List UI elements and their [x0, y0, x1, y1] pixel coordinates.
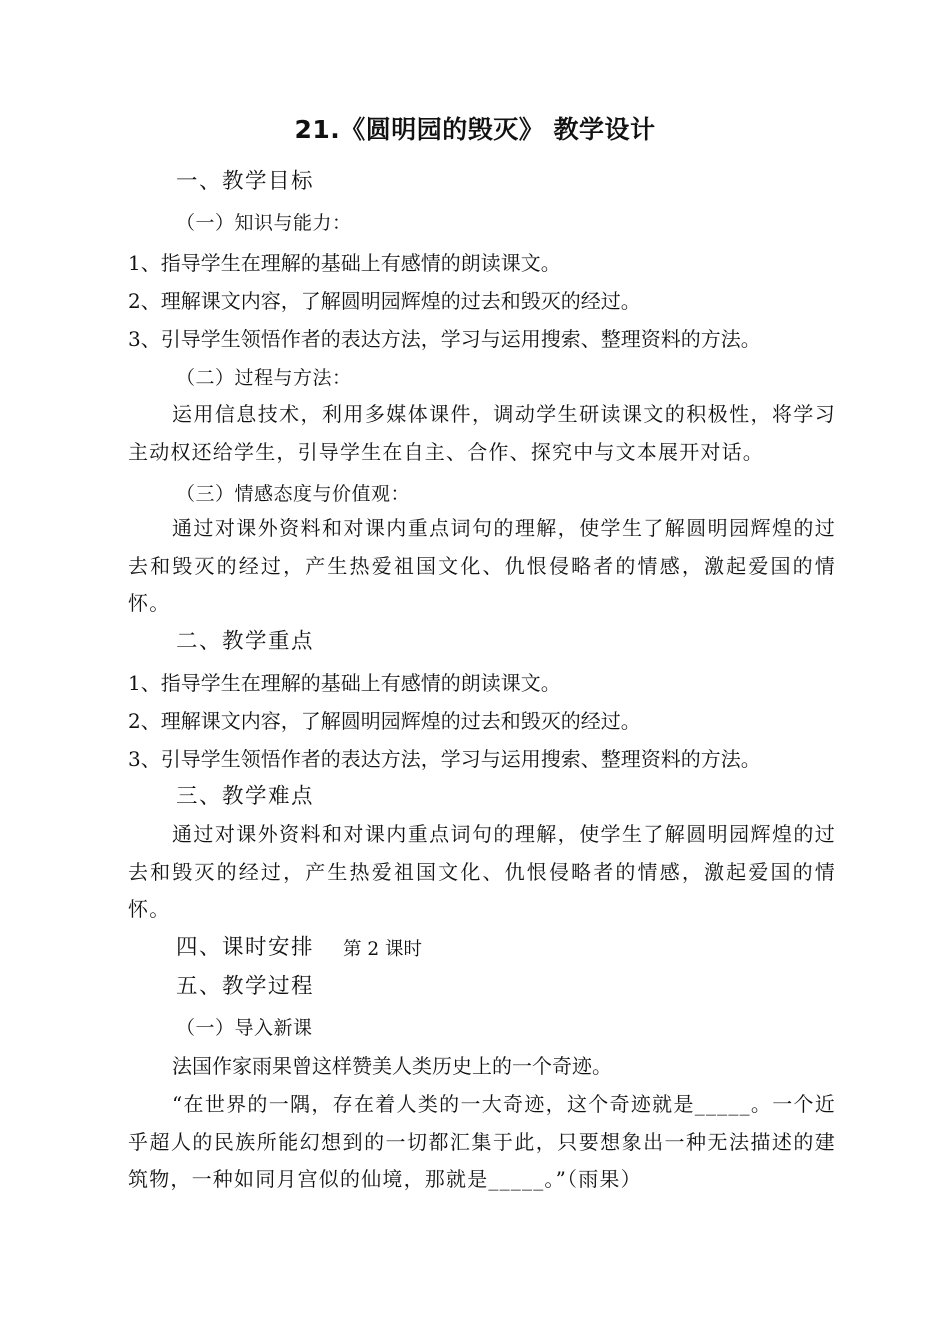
- key-point-item-3: 3、引导学生领悟作者的表达方法，学习与运用搜索、整理资料的方法。: [128, 747, 761, 771]
- section-heading-objectives: 一、教学目标: [176, 169, 315, 194]
- introduction-text: 法国作家雨果曾这样赞美人类历史上的一个奇迹。: [172, 1054, 612, 1078]
- section-heading-difficulties: 三、教学难点: [176, 784, 315, 809]
- objective-item-3: 3、引导学生领悟作者的表达方法，学习与运用搜索、整理资料的方法。: [128, 327, 761, 351]
- section-heading-key-points: 二、教学重点: [176, 629, 315, 654]
- subheading-introduction: （一）导入新课: [176, 1017, 313, 1039]
- hugo-quote-paragraph: “在世界的一隅，存在着人类的一大奇迹，这个奇迹就是_____。一个近乎超人的民族所能幻想到的一切都汇集于此，只要想象出一种无法描述的建筑物，一种如同月宫似的仙境，那就是_____。”（雨果）: [128, 1092, 836, 1191]
- objective-item-2: 2、理解课文内容，了解圆明园辉煌的过去和毁灭的经过。: [128, 289, 641, 313]
- document-title: 21.《圆明园的毁灭》 教学设计: [294, 115, 656, 144]
- objective-item-1: 1、指导学生在理解的基础上有感情的朗读课文。: [128, 251, 561, 275]
- section-heading-process: 五、教学过程: [176, 974, 315, 999]
- process-method-paragraph: 运用信息技术，利用多媒体课件，调动学生研读课文的积极性，将学习主动权还给学生，引导学生在自主、合作、探究中与文本展开对话。: [128, 402, 836, 464]
- subheading-knowledge-ability: （一）知识与能力：: [176, 212, 352, 234]
- subheading-emotion-values: （三）情感态度与价值观：: [176, 483, 411, 505]
- key-point-item-2: 2、理解课文内容，了解圆明园辉煌的过去和毁灭的经过。: [128, 709, 641, 733]
- difficulties-paragraph: 通过对课外资料和对课内重点词句的理解，使学生了解圆明园辉煌的过去和毁灭的经过，产生热爱祖国文化、仇恨侵略者的情感，激起爱国的情怀。: [128, 822, 836, 921]
- section-heading-schedule: 四、课时安排: [176, 935, 315, 960]
- emotion-values-paragraph: 通过对课外资料和对课内重点词句的理解，使学生了解圆明园辉煌的过去和毁灭的经过，产生热爱祖国文化、仇恨侵略者的情感，激起爱国的情怀。: [128, 516, 836, 615]
- subheading-process-method: （二）过程与方法：: [176, 367, 352, 389]
- schedule-value: 第 2 课时: [343, 939, 423, 960]
- key-point-item-1: 1、指导学生在理解的基础上有感情的朗读课文。: [128, 671, 561, 695]
